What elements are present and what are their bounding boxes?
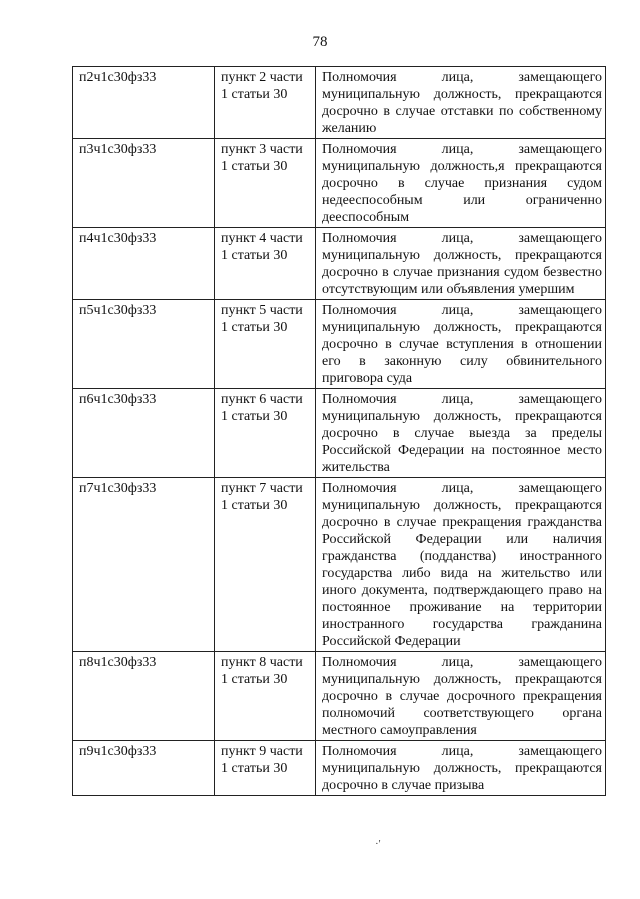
row-clause: пункт 8 части 1 статьи 30 bbox=[215, 652, 316, 741]
row-code: п6ч1с30фз33 bbox=[73, 389, 215, 478]
row-description: Полномочия лица, замещающего муниципальную должность,я прекращаются досрочно в случае признания судом недееспособным или ограниченно дееспособным bbox=[316, 139, 606, 228]
row-clause: пункт 7 части 1 статьи 30 bbox=[215, 478, 316, 652]
table-row bbox=[73, 228, 606, 300]
footer-mark: ·' bbox=[375, 838, 381, 850]
row-clause: пункт 6 части 1 статьи 30 bbox=[215, 389, 316, 478]
row-description: Полномочия лица, замещающего муниципальную должность, прекращаются досрочно в случае прекращения гражданства Российской Федерации или наличия гражданства (подданства) иностранного государства либо вида на жительство или иного документа, подтверждающего право на постоянное проживание на территории иностранного государства гражданина Российской Федерации bbox=[316, 478, 606, 652]
row-description: Полномочия лица, замещающего муниципальную должность, прекращаются досрочно в случае признания судом безвестно отсутствующим или объявления умершим bbox=[316, 228, 606, 300]
row-description: Полномочия лица, замещающего муниципальную должность, прекращаются досрочно в случае вступления в отношении его в законную силу обвинительного приговора суда bbox=[316, 300, 606, 389]
row-clause: пункт 3 части 1 статьи 30 bbox=[215, 139, 316, 228]
row-description: Полномочия лица, замещающего муниципальную должность, прекращаются досрочно в случае призыва bbox=[316, 741, 606, 796]
row-description: Полномочия лица, замещающего муниципальную должность, прекращаются досрочно в случае досрочного прекращения полномочий соответствующего органа местного самоуправления bbox=[316, 652, 606, 741]
row-clause: пункт 9 части 1 статьи 30 bbox=[215, 741, 316, 796]
page-number: 78 bbox=[312, 34, 328, 50]
row-code: п4ч1с30фз33 bbox=[73, 228, 215, 300]
table-row bbox=[73, 300, 606, 389]
row-code: п3ч1с30фз33 bbox=[73, 139, 215, 228]
table-row bbox=[73, 741, 606, 796]
row-description: Полномочия лица, замещающего муниципальную должность, прекращаются досрочно в случае отставки по собственному желанию bbox=[316, 67, 606, 139]
row-code: п5ч1с30фз33 bbox=[73, 300, 215, 389]
table-row bbox=[73, 389, 606, 478]
row-code: п7ч1с30фз33 bbox=[73, 478, 215, 652]
row-code: п2ч1с30фз33 bbox=[73, 67, 215, 139]
row-description: Полномочия лица, замещающего муниципальную должность, прекращаются досрочно в случае выезда за пределы Российской Федерации на постоянное место жительства bbox=[316, 389, 606, 478]
table-row bbox=[73, 139, 606, 228]
row-code: п8ч1с30фз33 bbox=[73, 652, 215, 741]
row-clause: пункт 2 части 1 статьи 30 bbox=[215, 67, 316, 139]
table-row bbox=[73, 478, 606, 652]
row-clause: пункт 5 части 1 статьи 30 bbox=[215, 300, 316, 389]
table-row bbox=[73, 67, 606, 139]
row-clause: пункт 4 части 1 статьи 30 bbox=[215, 228, 316, 300]
table-row bbox=[73, 652, 606, 741]
row-code: п9ч1с30фз33 bbox=[73, 741, 215, 796]
legal-provisions-table bbox=[72, 66, 606, 796]
